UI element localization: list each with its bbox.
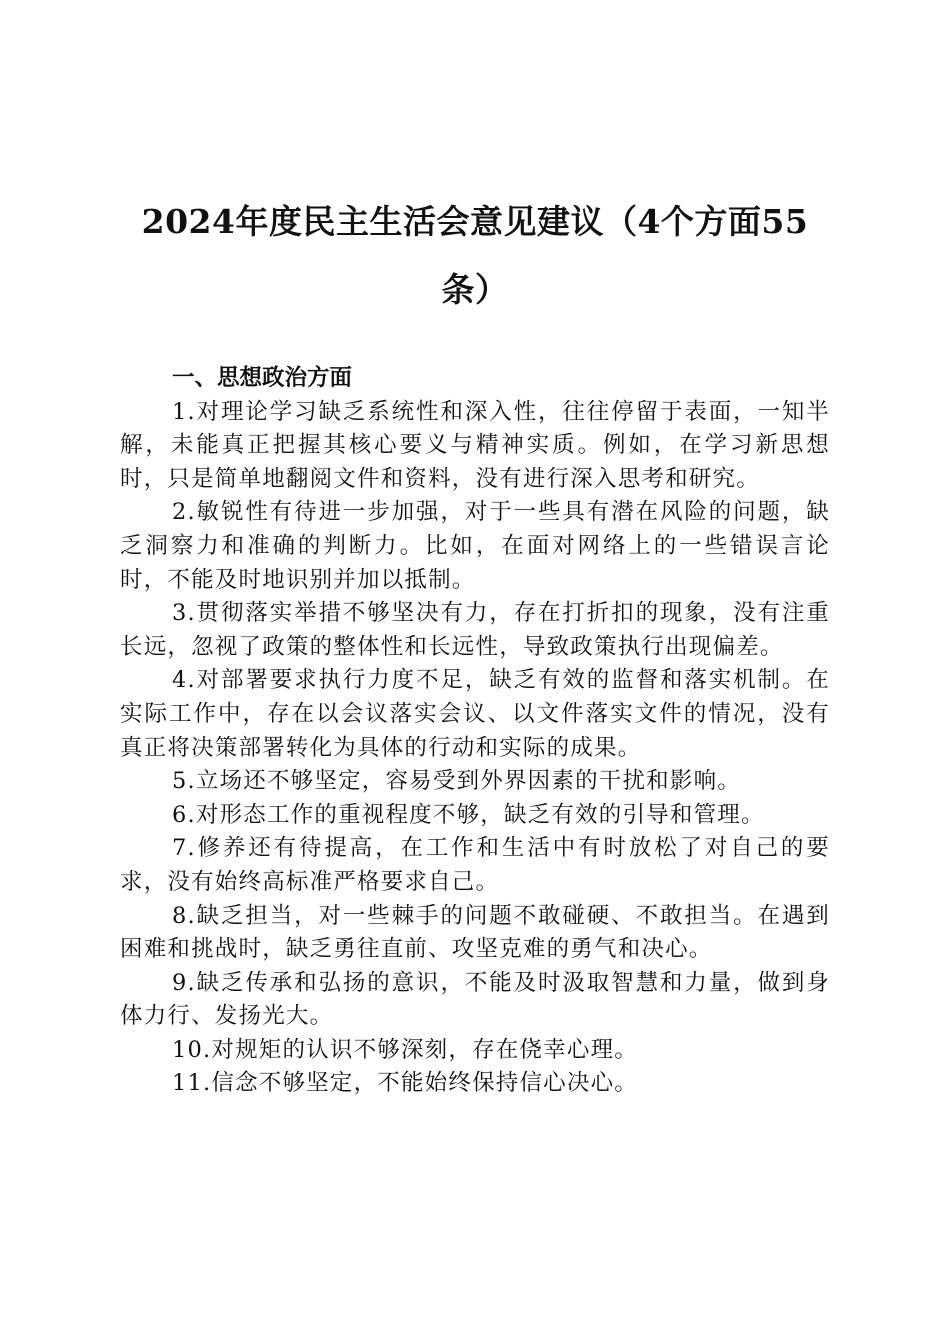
list-item: 2.敏锐性有待进一步加强，对于一些具有潜在风险的问题，缺乏洞察力和准确的判断力。比如，在面对网络上的一些错误言论时，不能及时地识别并加以抵制。	[120, 499, 830, 593]
list-item: 8.缺乏担当，对一些棘手的问题不敢碰硬、不敢担当。在遇到困难和挑战时，缺乏勇往直前、攻坚克难的勇气和决心。	[120, 902, 830, 963]
section-heading: 一、思想政治方面	[172, 365, 353, 391]
list-item: 9.缺乏传承和弘扬的意识，不能及时汲取智慧和力量，做到身体力行、发扬光大。	[120, 969, 830, 1030]
list-item: 11.信念不够坚定，不能始终保持信心决心。	[172, 1070, 638, 1097]
list-item: 4.对部署要求执行力度不足，缺乏有效的监督和落实机制。在实际工作中，存在以会议落实会议、以文件落实文件的情况，没有真正将决策部署转化为具体的行动和实际的成果。	[120, 667, 830, 761]
document-title	[100, 188, 850, 324]
list-item: 3.贯彻落实举措不够坚决有力，存在打折扣的现象，没有注重长远，忽视了政策的整体性和长远性，导致政策执行出现偏差。	[120, 600, 830, 660]
list-item: 5.立场还不够坚定，容易受到外界因素的干扰和影响。	[172, 768, 741, 795]
title-line-1: 2024年度民主生活会意见建议（4个方面55	[141, 202, 809, 241]
list-item: 6.对形态工作的重视程度不够，缺乏有效的引导和管理。	[172, 801, 765, 828]
list-item: 1.对理论学习缺乏系统性和深入性，往往停留于表面，一知半解，未能真正把握其核心要义与精神实质。例如，在学习新思想时，只是简单地翻阅文件和资料，没有进行深入思考和研究。	[120, 398, 830, 492]
document-body	[120, 362, 830, 1101]
list-item: 7.修养还有待提高，在工作和生活中有时放松了对自己的要求，没有始终高标准严格要求自己。	[120, 835, 830, 895]
list-item: 10.对规矩的认识不够深刻，存在侥幸心理。	[172, 1036, 638, 1063]
title-line-2: 条）	[441, 270, 509, 309]
